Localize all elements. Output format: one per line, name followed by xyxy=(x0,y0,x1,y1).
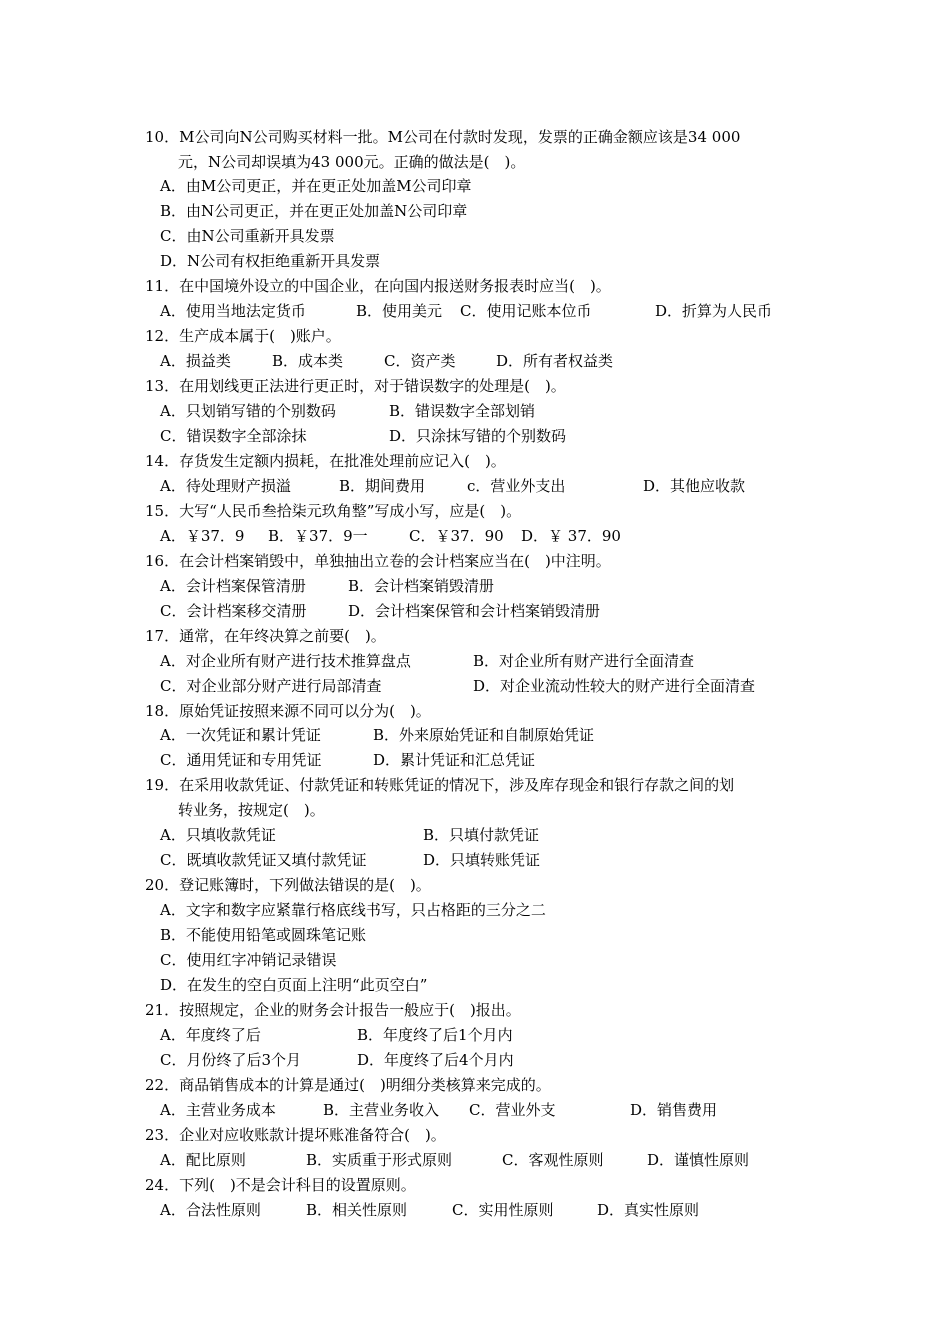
answer-option: C．营业外支 xyxy=(469,1101,556,1119)
answer-option: D．所有者权益类 xyxy=(496,352,614,370)
answer-option: C．错误数字全部涂抹 xyxy=(160,427,307,445)
answer-option: C．会计档案移交清册 xyxy=(160,602,307,620)
answer-option: C．客观性原则 xyxy=(502,1151,604,1169)
answer-option: A．合法性原则 xyxy=(160,1201,261,1219)
question-stem: 13．在用划线更正法进行更正时，对于错误数字的处理是( )。 xyxy=(145,377,566,395)
question-stem-continuation: 转业务，按规定( )。 xyxy=(178,801,325,819)
answer-option: B．期间费用 xyxy=(339,477,426,495)
question-stem: 11．在中国境外设立的中国企业，在向国内报送财务报表时应当( )。 xyxy=(145,277,611,295)
answer-option: D．只涂抹写错的个别数码 xyxy=(389,427,567,445)
question-stem: 12．生产成本属于( )账户。 xyxy=(145,327,341,345)
question-stem: 19．在采用收款凭证、付款凭证和转账凭证的情况下，涉及库存现金和银行存款之间的划 xyxy=(145,776,735,794)
question-stem: 23．企业对应收账款计提坏账准备符合( )。 xyxy=(145,1126,446,1144)
answer-option: A．主营业务成本 xyxy=(160,1101,276,1119)
answer-option: B．不能使用铅笔或圆珠笔记账 xyxy=(160,926,367,944)
answer-option: A．只划销写错的个别数码 xyxy=(160,402,336,420)
answer-option: A．文字和数字应紧靠行格底线书写，只占格距的三分之二 xyxy=(160,901,546,919)
answer-option: B．年度终了后1个月内 xyxy=(357,1026,513,1044)
question-stem: 21．按照规定，企业的财务会计报告一般应于( )报出。 xyxy=(145,1001,521,1019)
answer-option: B．成本类 xyxy=(272,352,344,370)
answer-option: A．会计档案保管清册 xyxy=(160,577,306,595)
answer-option: A．使用当地法定货币 xyxy=(160,302,306,320)
answer-option: D．折算为人民币 xyxy=(655,302,773,320)
answer-option: D．谨慎性原则 xyxy=(647,1151,750,1169)
answer-option: A．一次凭证和累计凭证 xyxy=(160,726,321,744)
answer-option: C．对企业部分财产进行局部清查 xyxy=(160,677,382,695)
answer-option: C．月份终了后3个月 xyxy=(160,1051,302,1069)
answer-option: B．对企业所有财产进行全面清查 xyxy=(473,652,695,670)
answer-option: D．累计凭证和汇总凭证 xyxy=(373,751,536,769)
question-stem-continuation: 元，N公司却误填为43 000元。正确的做法是( )。 xyxy=(178,153,526,171)
answer-option: B．相关性原则 xyxy=(306,1201,408,1219)
answer-option: C．由N公司重新开具发票 xyxy=(160,227,335,245)
question-stem: 16．在会计档案销毁中，单独抽出立卷的会计档案应当在( )中注明。 xyxy=(145,552,611,570)
question-stem: 22．商品销售成本的计算是通过( )明细分类核算来完成的。 xyxy=(145,1076,551,1094)
question-stem: 14．存货发生定额内损耗，在批准处理前应记入( )。 xyxy=(145,452,506,470)
answer-option: D．￥ 37．90 xyxy=(521,527,621,545)
answer-option: D．对企业流动性较大的财产进行全面清查 xyxy=(473,677,756,695)
question-stem: 10．M公司向N公司购买材料一批。M公司在付款时发现，发票的正确金额应该是34 000 xyxy=(145,128,741,146)
answer-option: A．对企业所有财产进行技术推算盘点 xyxy=(160,652,411,670)
answer-option: A．￥37．9 xyxy=(160,527,245,545)
answer-option: A．损益类 xyxy=(160,352,231,370)
question-stem: 20．登记账簿时，下列做法错误的是( )。 xyxy=(145,876,431,894)
answer-option: D．在发生的空白页面上注明“此页空白” xyxy=(160,976,428,994)
answer-option: D．N公司有权拒绝重新开具发票 xyxy=(160,252,381,270)
question-stem: 18．原始凭证按照来源不同可以分为( )。 xyxy=(145,702,431,720)
answer-option: D．年度终了后4个月内 xyxy=(357,1051,514,1069)
answer-option: A．只填收款凭证 xyxy=(160,826,276,844)
answer-option: B．由N公司更正，并在更正处加盖N公司印章 xyxy=(160,202,468,220)
question-stem: 24．下列( )不是会计科目的设置原则。 xyxy=(145,1176,416,1194)
answer-option: B．外来原始凭证和自制原始凭证 xyxy=(373,726,595,744)
answer-option: D．只填转账凭证 xyxy=(423,851,541,869)
answer-option: C．通用凭证和专用凭证 xyxy=(160,751,322,769)
answer-option: C．使用红字冲销记录错误 xyxy=(160,951,337,969)
answer-option: B．实质重于形式原则 xyxy=(306,1151,453,1169)
question-stem: 17．通常，在年终决算之前要( )。 xyxy=(145,627,386,645)
answer-option: B．使用美元 xyxy=(356,302,443,320)
answer-option: C．资产类 xyxy=(384,352,456,370)
answer-option: A．配比原则 xyxy=(160,1151,246,1169)
answer-option: D．销售费用 xyxy=(630,1101,718,1119)
answer-option: B．只填付款凭证 xyxy=(423,826,540,844)
answer-option: A．年度终了后 xyxy=(160,1026,261,1044)
answer-option: B．会计档案销毁清册 xyxy=(348,577,495,595)
answer-option: C．既填收款凭证又填付款凭证 xyxy=(160,851,367,869)
answer-option: D．其他应收款 xyxy=(643,477,746,495)
answer-option: B．主营业务收入 xyxy=(323,1101,440,1119)
answer-option: A．由M公司更正，并在更正处加盖M公司印章 xyxy=(160,177,472,195)
answer-option: C．￥37．90 xyxy=(409,527,504,545)
question-stem: 15．大写“人民币叁拾柒元玖角整”写成小写，应是( )。 xyxy=(145,502,522,520)
answer-option: C．使用记账本位币 xyxy=(460,302,592,320)
answer-option: B．￥37．9一 xyxy=(268,527,368,545)
answer-option: C．实用性原则 xyxy=(452,1201,554,1219)
answer-option: D．真实性原则 xyxy=(597,1201,700,1219)
answer-option: D．会计档案保管和会计档案销毁清册 xyxy=(348,602,601,620)
answer-option: B．错误数字全部划销 xyxy=(389,402,536,420)
answer-option: A．待处理财产损溢 xyxy=(160,477,291,495)
answer-option: c．营业外支出 xyxy=(467,477,566,495)
